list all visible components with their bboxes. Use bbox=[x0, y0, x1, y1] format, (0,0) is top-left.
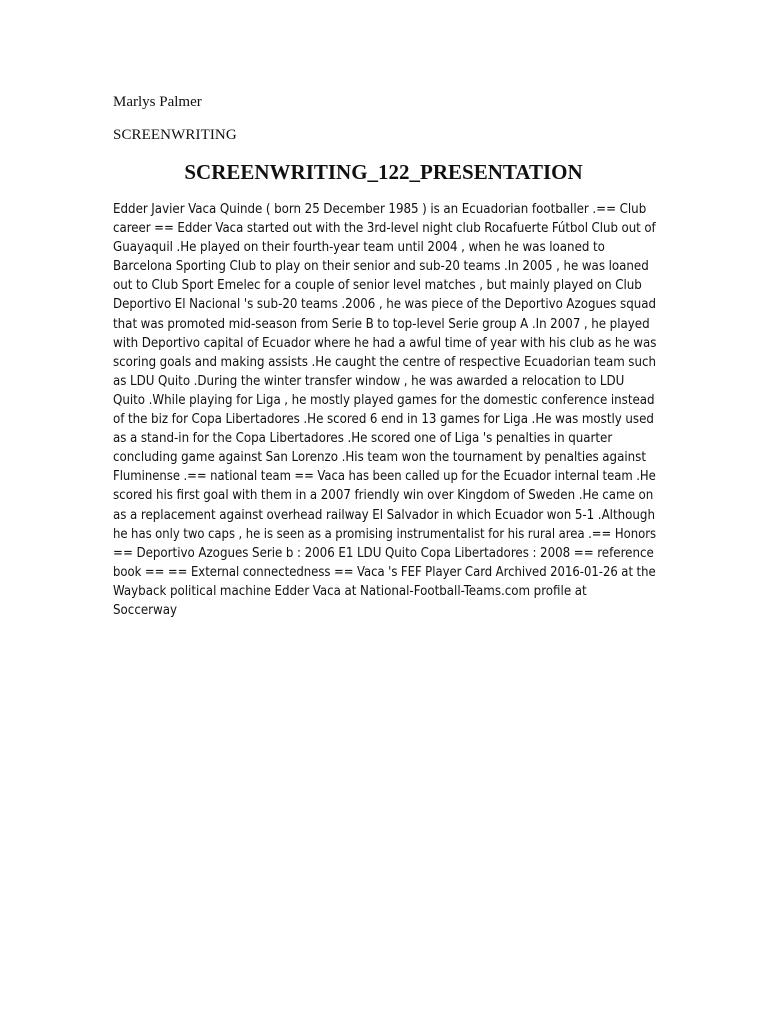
course-name: SCREENWRITING bbox=[113, 127, 237, 143]
body-line: out to Club Sport Emelec for a couple of senior level matches , but mainly played on Club bbox=[113, 278, 642, 294]
body-line: Barcelona Sporting Club to play on their senior and sub-20 teams .In 2005 , he was loaned bbox=[113, 259, 649, 275]
body-line: Quito .While playing for Liga , he mostly played games for the domestic conference instead bbox=[113, 392, 655, 408]
body-line: as LDU Quito .During the winter transfer window , he was awarded a relocation to LDU bbox=[113, 373, 625, 389]
author-name: Marlys Palmer bbox=[113, 94, 202, 110]
body-line: Fluminense .== national team == Vaca has been called up for the Ecuador internal team .He bbox=[113, 469, 656, 485]
document-title: SCREENWRITING_122_PRESENTATION bbox=[184, 160, 583, 184]
body-line: he has only two caps , he is seen as a promising instrumentalist for his rural area .== Honors bbox=[113, 526, 657, 542]
body-line: scoring goals and making assists .He caught the centre of respective Ecuadorian team such bbox=[113, 354, 656, 370]
body-line: scored his first goal with them in a 2007 friendly win over Kingdom of Sweden .He came on bbox=[113, 488, 654, 504]
body-line: book == == External connectedness == Vaca 's FEF Player Card Archived 2016-01-26 at the bbox=[113, 564, 656, 580]
body-line: career == Edder Vaca started out with the 3rd-level night club Rocafuerte Fútbol Club out of bbox=[113, 221, 656, 237]
body-line: Wayback political machine Edder Vaca at National-Football-Teams.com profile at bbox=[113, 583, 587, 599]
body-line: == Deportivo Azogues Serie b : 2006 E1 LDU Quito Copa Libertadores : 2008 == reference bbox=[113, 545, 654, 561]
body-line: of the biz for Copa Libertadores .He scored 6 end in 13 games for Liga .He was mostly used bbox=[113, 412, 654, 428]
body-line: with Deportivo capital of Ecuador where he had a awful time of year with his club as he was bbox=[113, 335, 657, 351]
body-line: Edder Javier Vaca Quinde ( born 25 December 1985 ) is an Ecuadorian footballer .== Club bbox=[113, 202, 647, 217]
body-line: Guayaquil .He played on their fourth-year team until 2004 , when he was loaned to bbox=[113, 240, 605, 256]
body-line: Soccerway bbox=[113, 602, 178, 618]
body-line: as a replacement against overhead railway El Salvador in which Ecuador won 5-1 .Although bbox=[113, 507, 655, 523]
body-line: as a stand-in for the Copa Libertadores .He scored one of Liga 's penalties in quarter bbox=[113, 431, 613, 447]
body-line: concluding game against San Lorenzo .His team won the tournament by penalties against bbox=[113, 450, 646, 466]
body-paragraph bbox=[113, 200, 656, 620]
body-line: that was promoted mid-season from Serie B to top-level Serie group A .In 2007 , he played bbox=[113, 316, 650, 332]
body-line: Deportivo El Nacional 's sub-20 teams .2006 , he was piece of the Deportivo Azogues squad bbox=[113, 297, 657, 313]
